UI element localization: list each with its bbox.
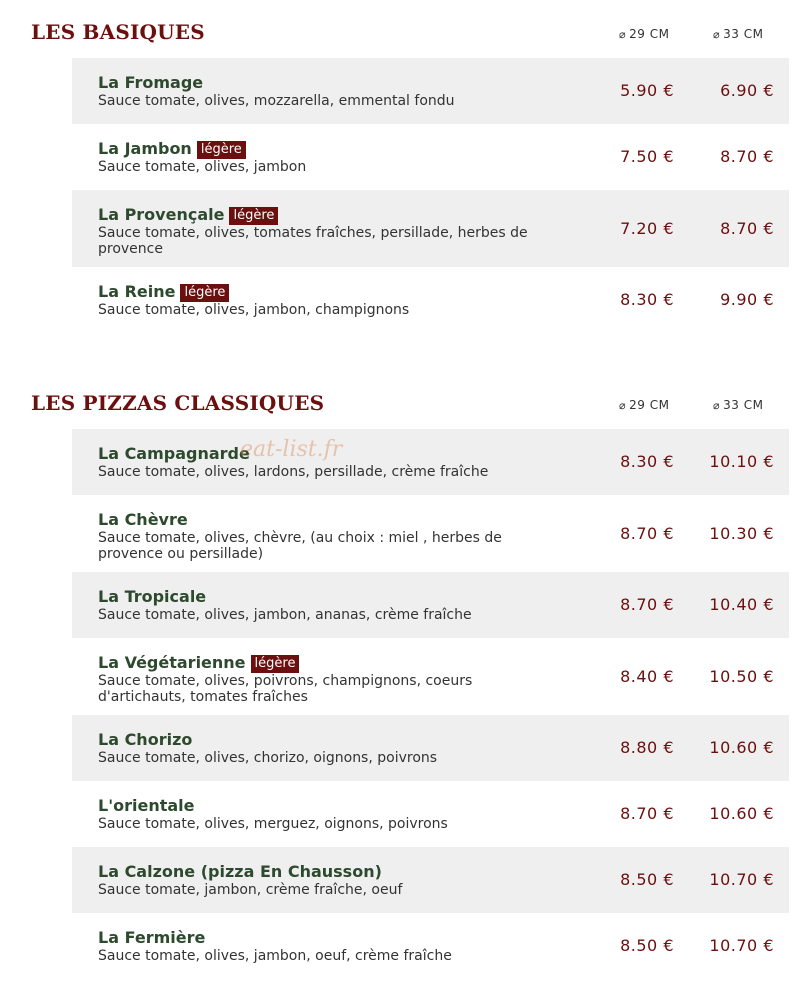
item-name: La Tropicale (98, 587, 207, 606)
section-basiques (0, 0, 800, 333)
item-description: Sauce tomate, olives, jambon, ananas, crème fraîche (98, 607, 472, 623)
price-29: 8.70 € (620, 595, 674, 614)
price-29: 7.50 € (620, 147, 674, 166)
item-name: La Végétarienne légère (98, 653, 299, 673)
size-header-29: ⌀ 29 CM (619, 27, 670, 41)
item-description: Sauce tomate, olives, jambon (98, 159, 307, 175)
watermark: eat-list.fr (240, 437, 343, 462)
price-33: 10.50 € (709, 667, 774, 686)
price-29: 8.70 € (620, 804, 674, 823)
price-29: 8.30 € (620, 452, 674, 471)
menu-item (72, 429, 789, 495)
section-classiques (0, 371, 800, 979)
item-description: Sauce tomate, olives, chèvre, (au choix : miel , herbes de provence ou persillade) (98, 530, 502, 562)
price-29: 8.50 € (620, 870, 674, 889)
price-29: 5.90 € (620, 81, 674, 100)
diameter-icon: ⌀ (619, 28, 627, 41)
diameter-icon: ⌀ (713, 399, 721, 412)
item-name: La Campagnarde (98, 444, 250, 463)
item-description: Sauce tomate, olives, jambon, oeuf, crème fraîche (98, 948, 452, 964)
diameter-icon: ⌀ (713, 28, 721, 41)
item-description: Sauce tomate, olives, poivrons, champignons, coeurs d'artichauts, tomates fraîches (98, 673, 473, 705)
item-name: La Fermière (98, 928, 206, 947)
price-33: 10.70 € (709, 936, 774, 955)
item-name: La Chèvre (98, 510, 188, 529)
price-33: 10.30 € (709, 524, 774, 543)
menu-item (72, 58, 789, 124)
price-33: 8.70 € (720, 147, 774, 166)
item-name: La Calzone (pizza En Chausson) (98, 862, 382, 881)
price-33: 10.70 € (709, 870, 774, 889)
light-badge: légère (180, 284, 229, 302)
price-29: 8.40 € (620, 667, 674, 686)
section-title: LES BASIQUES (31, 20, 205, 44)
section-header (0, 371, 800, 429)
section-spacer (0, 333, 800, 371)
price-33: 8.70 € (720, 219, 774, 238)
item-description: Sauce tomate, olives, chorizo, oignons, poivrons (98, 750, 438, 766)
menu-item (72, 124, 789, 190)
item-description: Sauce tomate, jambon, crème fraîche, oeuf (98, 882, 403, 898)
section-header (0, 0, 800, 58)
light-badge: légère (229, 207, 278, 225)
price-33: 6.90 € (720, 81, 774, 100)
price-33: 10.40 € (709, 595, 774, 614)
item-name: La Reine légère (98, 282, 229, 302)
item-description: Sauce tomate, olives, mozzarella, emmental fondu (98, 93, 455, 109)
item-name: L'orientale (98, 796, 195, 815)
item-name: La Jambon légère (98, 139, 246, 159)
item-description: Sauce tomate, olives, lardons, persillade, crème fraîche (98, 464, 489, 480)
menu-item (72, 495, 789, 572)
section-title: LES PIZZAS CLASSIQUES (31, 391, 325, 415)
menu-item (72, 847, 789, 913)
light-badge: légère (251, 655, 300, 673)
menu-item (72, 267, 789, 333)
price-29: 7.20 € (620, 219, 674, 238)
price-29: 8.80 € (620, 738, 674, 757)
price-33: 10.60 € (709, 738, 774, 757)
item-description: Sauce tomate, olives, jambon, champignons (98, 302, 410, 318)
menu-item (72, 572, 789, 638)
light-badge: légère (197, 141, 246, 159)
item-description: Sauce tomate, olives, tomates fraîches, persillade, herbes de provence (98, 225, 528, 257)
price-29: 8.50 € (620, 936, 674, 955)
menu-item (72, 781, 789, 847)
item-description: Sauce tomate, olives, merguez, oignons, poivrons (98, 816, 448, 832)
diameter-icon: ⌀ (619, 399, 627, 412)
size-header-33: ⌀ 33 CM (713, 398, 764, 412)
price-33: 9.90 € (720, 290, 774, 309)
item-name: La Fromage (98, 73, 204, 92)
price-29: 8.30 € (620, 290, 674, 309)
price-33: 10.60 € (709, 804, 774, 823)
price-29: 8.70 € (620, 524, 674, 543)
size-header-29: ⌀ 29 CM (619, 398, 670, 412)
menu-item (72, 913, 789, 979)
menu-item (72, 638, 789, 715)
price-33: 10.10 € (709, 452, 774, 471)
item-name: La Provençale légère (98, 205, 278, 225)
size-header-33: ⌀ 33 CM (713, 27, 764, 41)
item-name: La Chorizo (98, 730, 193, 749)
menu-item (72, 190, 789, 267)
menu-item (72, 715, 789, 781)
